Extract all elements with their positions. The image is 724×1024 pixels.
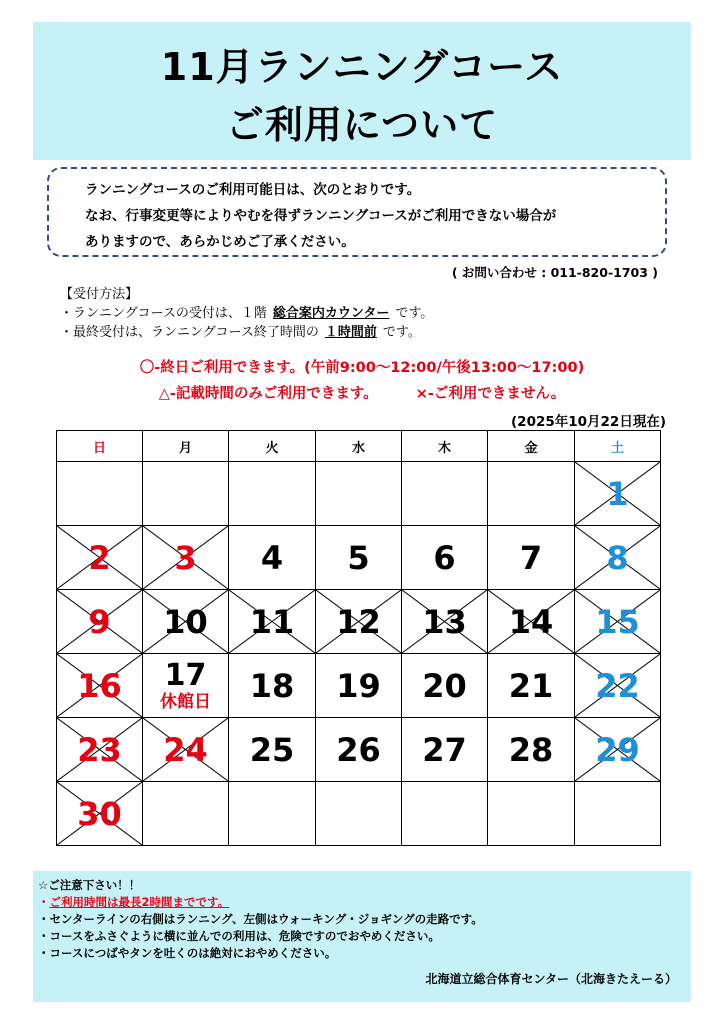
calendar-day-cell <box>316 526 402 590</box>
calendar-day-number: 13 <box>422 602 467 641</box>
legend-all-day: 〇-終日ご利用できます。(午前9:00～12:00/午後13:00～17:00) <box>139 360 585 376</box>
caution-bullet: ・ <box>38 895 50 909</box>
calendar-day-number: 17 <box>164 657 207 693</box>
reception-text: です。 <box>395 306 434 321</box>
caution-time-limit: ご利用時間は最長2時間までです。 <box>49 895 230 909</box>
weekday-header-row <box>57 431 661 462</box>
legend-row <box>0 382 724 403</box>
title-banner <box>33 22 691 160</box>
calendar-day-cell <box>316 718 402 782</box>
reception-info <box>60 285 433 342</box>
calendar-day-number: 24 <box>163 730 208 769</box>
calendar-day-cell <box>143 718 229 782</box>
calendar-day-cell <box>488 654 575 718</box>
weekday-sat: 土 <box>575 431 661 462</box>
calendar-day-number: 19 <box>336 666 381 705</box>
calendar-day-cell <box>402 718 488 782</box>
calendar-day-cell <box>488 718 575 782</box>
caution-line: ・コースをふさぐように横に並んでの利用は、危険ですのでおやめください。 <box>38 929 440 943</box>
calendar-day-number: 21 <box>508 666 554 705</box>
calendar-day-number: 27 <box>422 730 467 769</box>
calendar-empty-cell <box>402 462 488 526</box>
calendar-week-row <box>57 526 661 590</box>
calendar-empty-cell <box>143 782 229 846</box>
weekday-sun: 日 <box>57 431 143 462</box>
calendar-day-number: 10 <box>163 602 208 641</box>
calendar-week-row <box>57 654 661 718</box>
calendar-day-cell <box>488 526 575 590</box>
calendar-day-number: 26 <box>336 730 381 769</box>
calendar-day-cell <box>402 654 488 718</box>
calendar-day-number: 20 <box>422 666 467 705</box>
reception-counter: 総合案内カウンター <box>272 306 390 321</box>
notice-line: なお、行事変更等によりやむを得ずランニングコースがご利用できない場合が <box>85 208 557 224</box>
reception-deadline: １時間前 <box>324 325 377 340</box>
caution-title: ☆ご注意下さい！！ <box>38 878 141 892</box>
reception-text: です。 <box>382 325 421 340</box>
reception-text: ・ランニングコースの受付は、１階 <box>60 306 267 321</box>
calendar-day-number: 30 <box>77 794 122 833</box>
calendar-day-cell <box>143 654 229 718</box>
calendar-empty-cell <box>229 782 316 846</box>
calendar-empty-cell <box>316 462 402 526</box>
calendar-empty-cell <box>57 462 143 526</box>
calendar-day-cell <box>316 590 402 654</box>
calendar-day-cell <box>57 590 143 654</box>
calendar-day-number: 5 <box>347 538 370 577</box>
calendar-empty-cell <box>229 462 316 526</box>
calendar-day-number: 4 <box>260 538 284 577</box>
facility-name: 北海道立総合体育センター（北海きたえーる） <box>425 972 677 986</box>
calendar-day-number: 18 <box>249 666 295 705</box>
legend-unavailable: ×-ご利用できません。 <box>415 386 566 402</box>
calendar-day-number: 28 <box>508 730 554 769</box>
calendar-table <box>56 430 661 846</box>
calendar-day-cell <box>229 526 316 590</box>
caution-box <box>33 871 691 1002</box>
caution-line: ・コースにつばやタンを吐くのは絶対におやめください。 <box>38 946 337 960</box>
calendar-day-number: 3 <box>174 538 197 577</box>
calendar-day-cell <box>229 654 316 718</box>
legend-partial: △-記載時間のみご利用できます。 <box>158 386 378 402</box>
calendar-day-cell <box>316 654 402 718</box>
calendar-empty-cell <box>143 462 229 526</box>
calendar-day-cell <box>229 590 316 654</box>
calendar-day-cell <box>57 718 143 782</box>
weekday-thu: 木 <box>402 431 488 462</box>
reception-line <box>60 304 433 323</box>
calendar-day-number: 16 <box>77 666 122 705</box>
calendar-day-number: 8 <box>606 538 629 577</box>
calendar-day-number: 23 <box>77 730 122 769</box>
reception-line <box>60 323 433 342</box>
calendar-week-row <box>57 718 661 782</box>
calendar-empty-cell <box>575 782 661 846</box>
calendar-empty-cell <box>488 462 575 526</box>
weekday-tue: 火 <box>229 431 316 462</box>
as-of-date: (2025年10月22日現在) <box>511 414 666 430</box>
reception-text: ・最終受付は、ランニングコース終了時間の <box>60 325 319 340</box>
calendar-week-row <box>57 782 661 846</box>
calendar-day-cell <box>143 526 229 590</box>
caution-line: ・センターラインの右側はランニング、左側はウォーキング・ジョギングの走路です。 <box>38 912 483 926</box>
weekday-mon: 月 <box>143 431 229 462</box>
calendar-day-cell <box>575 526 661 590</box>
calendar-day-number: 9 <box>88 602 111 641</box>
calendar-day-cell <box>143 590 229 654</box>
weekday-wed: 水 <box>316 431 402 462</box>
weekday-fri: 金 <box>488 431 575 462</box>
calendar-day-number: 7 <box>519 538 543 577</box>
calendar-empty-cell <box>316 782 402 846</box>
calendar-empty-cell <box>402 782 488 846</box>
calendar-day-number: 6 <box>433 538 456 577</box>
calendar-day-number: 25 <box>249 730 295 769</box>
page-subtitle: ご利用について <box>225 103 499 147</box>
calendar-day-cell <box>229 718 316 782</box>
calendar-day-cell <box>57 526 143 590</box>
closed-day-label: 休館日 <box>160 691 211 712</box>
calendar-day-number: 15 <box>595 602 640 641</box>
calendar-day-number: 2 <box>88 538 111 577</box>
calendar-day-number: 12 <box>336 602 381 641</box>
contact-info: ( お問い合わせ : 011-820-1703 ) <box>451 265 658 280</box>
calendar-day-number: 22 <box>595 666 640 705</box>
calendar-day-number: 29 <box>595 730 640 769</box>
notice-box <box>47 167 667 257</box>
reception-title: 【受付方法】 <box>60 287 139 302</box>
calendar-day-cell <box>402 590 488 654</box>
notice-line: ランニングコースのご利用可能日は、次のとおりです。 <box>85 182 421 198</box>
calendar-day-cell <box>488 590 575 654</box>
notice-line: ありますので、あらかじめご了承ください。 <box>85 234 355 250</box>
calendar-day-number: 11 <box>249 602 295 641</box>
caution-line <box>38 894 691 911</box>
page-title: 11月ランニングコース <box>160 45 564 89</box>
calendar-week-row <box>57 590 661 654</box>
calendar-empty-cell <box>488 782 575 846</box>
calendar-day-cell <box>575 462 661 526</box>
calendar-week-row <box>57 462 661 526</box>
calendar-day-cell <box>57 654 143 718</box>
calendar-day-number: 14 <box>508 602 554 641</box>
calendar-day-cell <box>575 590 661 654</box>
calendar-day-cell <box>575 718 661 782</box>
calendar-day-cell <box>402 526 488 590</box>
calendar-day-number: 1 <box>606 474 629 513</box>
calendar-day-cell <box>57 782 143 846</box>
calendar-day-cell <box>575 654 661 718</box>
